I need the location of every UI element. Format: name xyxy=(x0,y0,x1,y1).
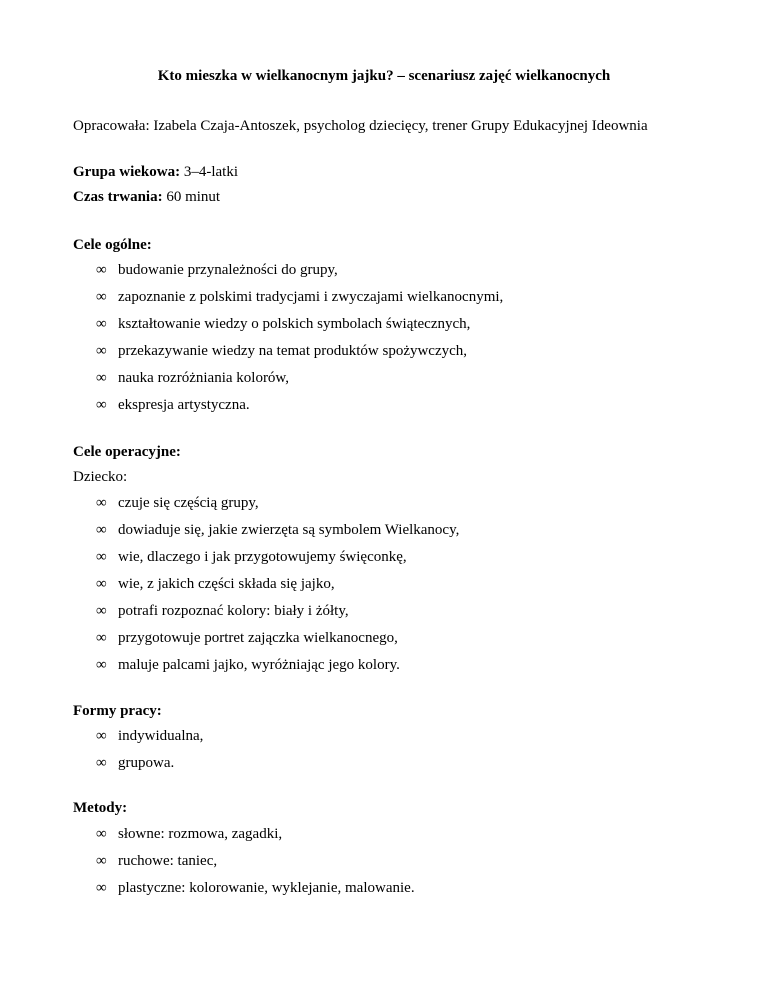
bullet-icon: ∞ xyxy=(96,522,107,538)
bullet-icon: ∞ xyxy=(96,576,107,592)
bullet-icon: ∞ xyxy=(96,495,107,511)
list-item: ∞ ruchowe: taniec, xyxy=(96,853,218,869)
bullet-icon: ∞ xyxy=(96,370,107,386)
list-item: ∞ czuje się częścią grupy, xyxy=(96,495,259,511)
document-title: Kto mieszka w wielkanocnym jajku? – scenariusz zajęć wielkanocnych xyxy=(157,68,611,84)
duration-label: Czas trwania: xyxy=(73,189,163,205)
age-group-label: Grupa wiekowa: xyxy=(73,164,181,180)
bullet-icon: ∞ xyxy=(96,397,107,413)
duration-value: 60 minut xyxy=(162,189,221,205)
bullet-icon: ∞ xyxy=(96,826,107,842)
bullet-icon: ∞ xyxy=(96,630,107,646)
duration-line xyxy=(73,189,220,206)
bullet-icon: ∞ xyxy=(96,880,107,896)
work-forms-heading: Formy pracy: xyxy=(73,703,162,719)
list-item: ∞ potrafi rozpoznać kolory: biały i żółty, xyxy=(96,603,349,619)
age-group-value: 3–4-latki xyxy=(180,164,238,180)
bullet-icon: ∞ xyxy=(96,728,107,744)
list-item: ∞ przekazywanie wiedzy na temat produktów spożywczych, xyxy=(96,343,468,359)
list-item: ∞ dowiaduje się, jakie zwierzęta są symbolem Wielkanocy, xyxy=(96,522,460,538)
bullet-icon: ∞ xyxy=(96,343,107,359)
general-goals-heading: Cele ogólne: xyxy=(73,237,152,253)
list-item: ∞ słowne: rozmowa, zagadki, xyxy=(96,826,283,842)
bullet-icon: ∞ xyxy=(96,549,107,565)
operational-goals-heading: Cele operacyjne: xyxy=(73,444,181,460)
bullet-icon: ∞ xyxy=(96,262,107,278)
bullet-icon: ∞ xyxy=(96,316,107,332)
list-item: ∞ kształtowanie wiedzy o polskich symbolach świątecznych, xyxy=(96,316,471,332)
author-line: Opracowała: Izabela Czaja-Antoszek, psycholog dziecięcy, trener Grupy Edukacyjnej Ideownia xyxy=(73,118,648,134)
list-item: ∞ indywidualna, xyxy=(96,728,204,744)
bullet-icon: ∞ xyxy=(96,657,107,673)
age-group-line xyxy=(73,164,238,181)
list-item: ∞ budowanie przynależności do grupy, xyxy=(96,262,338,278)
methods-heading: Metody: xyxy=(73,800,128,816)
list-item: ∞ nauka rozróżniania kolorów, xyxy=(96,370,290,386)
list-item: ∞ wie, dlaczego i jak przygotowujemy święconkę, xyxy=(96,549,407,565)
bullet-icon: ∞ xyxy=(96,853,107,869)
bullet-icon: ∞ xyxy=(96,755,107,771)
list-item: ∞ wie, z jakich części składa się jajko, xyxy=(96,576,335,592)
list-item: ∞ przygotowuje portret zajączka wielkanocnego, xyxy=(96,630,398,646)
bullet-icon: ∞ xyxy=(96,603,107,619)
list-item: ∞ ekspresja artystyczna. xyxy=(96,397,250,413)
list-item: ∞ plastyczne: kolorowanie, wyklejanie, malowanie. xyxy=(96,880,415,896)
list-item: ∞ maluje palcami jajko, wyróżniając jego kolory. xyxy=(96,657,400,673)
list-item: ∞ grupowa. xyxy=(96,755,175,771)
list-item: ∞ zapoznanie z polskimi tradycjami i zwyczajami wielkanocnymi, xyxy=(96,289,504,305)
operational-goals-subheading: Dziecko: xyxy=(73,469,128,485)
bullet-icon: ∞ xyxy=(96,289,107,305)
